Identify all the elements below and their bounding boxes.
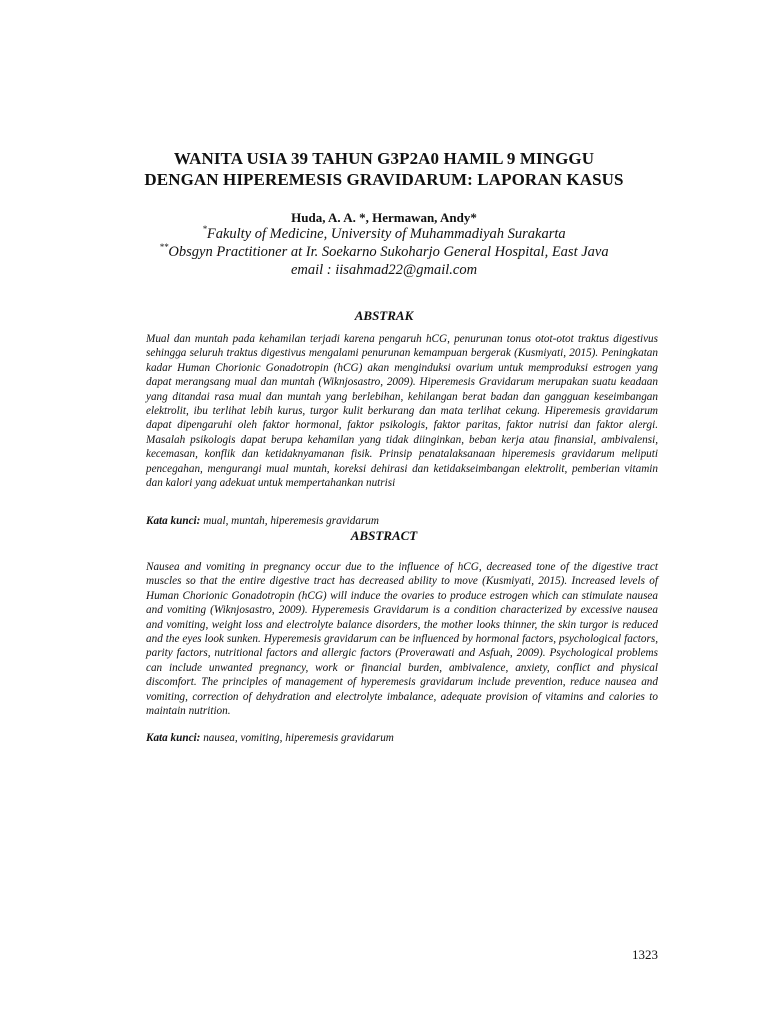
kata-kunci-indonesian bbox=[146, 514, 658, 528]
kata-kunci-terms: nausea, vomiting, hiperemesis gravidarum bbox=[200, 732, 394, 744]
affiliation-2 bbox=[110, 243, 658, 261]
paper-title bbox=[110, 148, 658, 190]
title-line-2: DENGAN HIPEREMESIS GRAVIDARUM: LAPORAN KASUS bbox=[144, 170, 624, 189]
affiliation-1 bbox=[110, 225, 658, 243]
affiliation-1-mark: * bbox=[202, 224, 207, 234]
abstrak-heading: ABSTRAK bbox=[354, 308, 414, 323]
affiliation-2-text: Obsgyn Practitioner at Ir. Soekarno Sukoharjo General Hospital, East Java bbox=[168, 244, 609, 260]
kata-kunci-label: Kata kunci: bbox=[146, 732, 201, 744]
affiliation-2-mark: ** bbox=[159, 242, 169, 252]
kata-kunci-label: Kata kunci: bbox=[146, 515, 201, 527]
abstract-paragraph: Nausea and vomiting in pregnancy occur due to the influence of hCG, decreased tone of the digestive tract muscles so that the entire digestive tract has decreased ability to move (Kusmiyati, 2015). Increased levels of Human Chorionic Gonadotropin (hCG) will induce the ovaries to produce estrogen which can stimulate nausea and vomiting (Wiknjosastro, 2009). Hyperemesis Gravidarum is a condition characterized by excessive nausea and vomiting, weight loss and electrolyte balance disorders, the mother looks thinner, the skin turgor is reduced and the eyes look sunken. Hyperemesis gravidarum can be influenced by hormonal factors, psychological factors, parity factors, nutritional factors and allergic factors (Proverawati and Asfuah, 2009). Psychological problems can include unwanted pregnancy, work or financial burden, ambivalence, anxiety, conflict and physical discomfort. The principles of management of hyperemesis gravidarum include prevention, reduce nausea and vomiting, correction of dehydration and electrolyte imbalance, adequate provision of vitamins and calories to maintain nutrition. bbox=[146, 561, 658, 718]
author-list: Huda, A. A. *, Hermawan, Andy* bbox=[291, 210, 477, 225]
abstract-heading: ABSTRACT bbox=[350, 528, 418, 543]
author-email: email : iisahmad22@gmail.com bbox=[290, 262, 478, 278]
page-number: 1323 bbox=[632, 947, 658, 962]
kata-kunci-english bbox=[146, 731, 658, 745]
abstrak-paragraph: Mual dan muntah pada kehamilan terjadi karena pengaruh hCG, penurunan tonus otot-otot traktus digestivus sehingga seluruh traktus digestivus mengalami penurunan kemampuan bergerak (Kusmiyati, 2015). Peningkatan kadar Human Chorionic Gonadotropin (hCG) akan menginduksi ovarium untuk memproduksi estrogen yang dapat merangsang mual dan muntah (Wiknjosastro, 2009). Hiperemesis Gravidarum merupakan suatu keadaan yang ditandai rasa mual dan muntah yang berlebihan, kehilangan berat badan dan gangguan keseimbangan elektrolit, ibu terlihat lebih kurus, turgor kulit berkurang dan mata terlihat cekung. Hiperemesis gravidarum dapat dipengaruhi oleh faktor hormonal, faktor psikologis, faktor paritas, faktor nutrisi dan faktor alergi. Masalah psikologis dapat berupa kehamilan yang tidak diinginkan, beban kerja atau finansial, ambivalensi, kecemasan, konflik dan ketidaknyamanan fisik. Prinsip penatalaksanaan hiperemesis gravidarum meliputi pencegahan, mengurangi mual muntah, koreksi dehirasi dan ketidakseimbangan elektrolit, pemberian vitamin dan kalori yang adekuat untuk mempertahankan nutrisi bbox=[146, 333, 658, 490]
kata-kunci-terms: mual, muntah, hiperemesis gravidarum bbox=[200, 515, 379, 527]
affiliation-1-text: Fakulty of Medicine, University of Muhammadiyah Surakarta bbox=[206, 226, 566, 242]
title-line-1: WANITA USIA 39 TAHUN G3P2A0 HAMIL 9 MINGGU bbox=[173, 149, 595, 168]
